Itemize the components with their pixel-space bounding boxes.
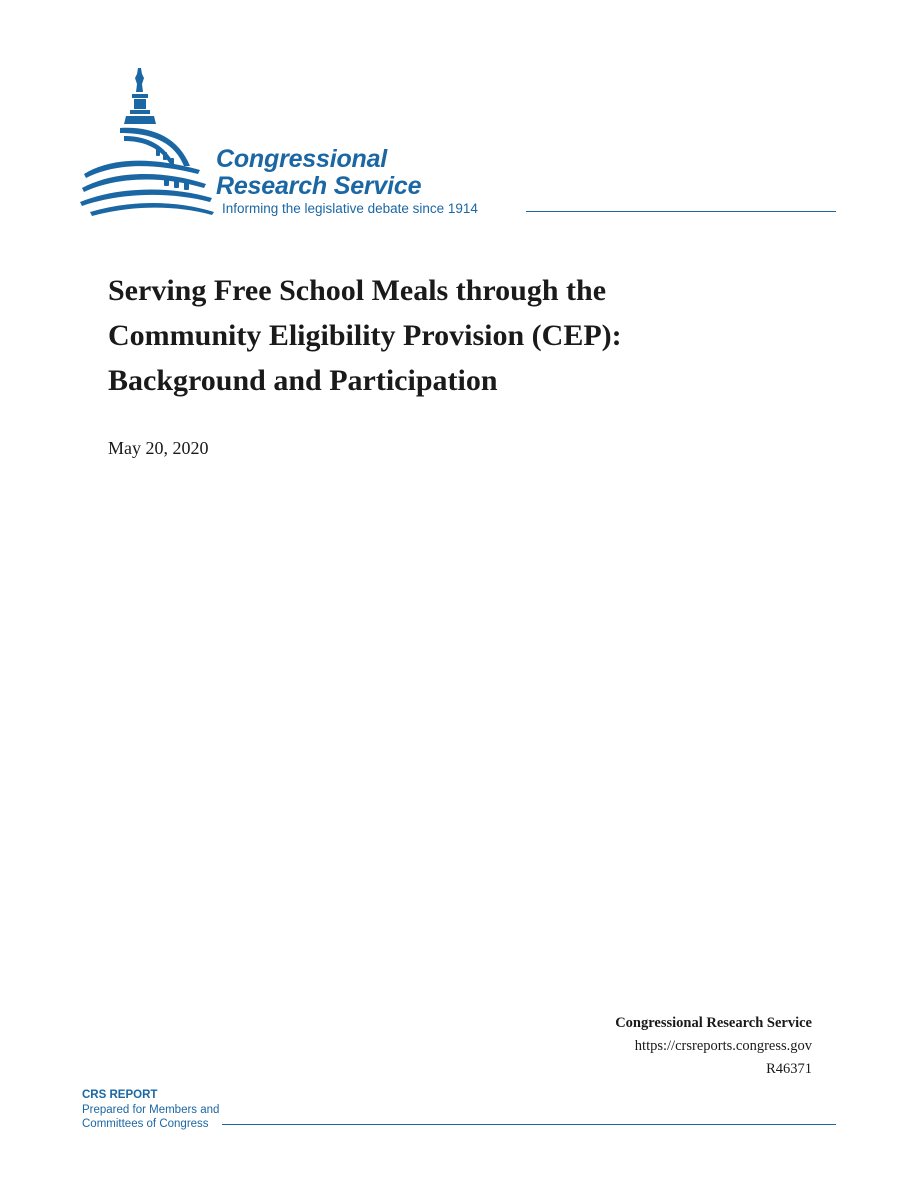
report-date: May 20, 2020 [108, 438, 209, 458]
footer-line-1: Prepared for Members and [82, 1103, 220, 1116]
title-line-3: Background and Participation [108, 364, 498, 397]
title-line-1: Serving Free School Meals through the [108, 274, 607, 307]
logo-tagline: Informing the legislative debate since 1914 [222, 201, 478, 216]
publisher-name: Congressional Research Service [615, 1015, 812, 1031]
logo-wordmark [216, 146, 421, 200]
header-divider [526, 211, 836, 212]
report-title [108, 268, 808, 403]
footer-label [82, 1088, 219, 1132]
footer-divider [222, 1124, 836, 1125]
report-number: R46371 [766, 1061, 812, 1077]
publisher-block [615, 1012, 812, 1081]
publisher-url[interactable]: https://crsreports.congress.gov [634, 1038, 812, 1054]
title-line-2: Community Eligibility Provision (CEP): [108, 319, 622, 352]
footer-crs-report: CRS REPORT [82, 1089, 158, 1101]
footer-line-2: Committees of Congress [82, 1118, 209, 1130]
logo-name-line1: Congressional [216, 145, 388, 173]
logo-name-line2: Research Service [216, 172, 422, 200]
capitol-dome-icon [80, 66, 220, 216]
